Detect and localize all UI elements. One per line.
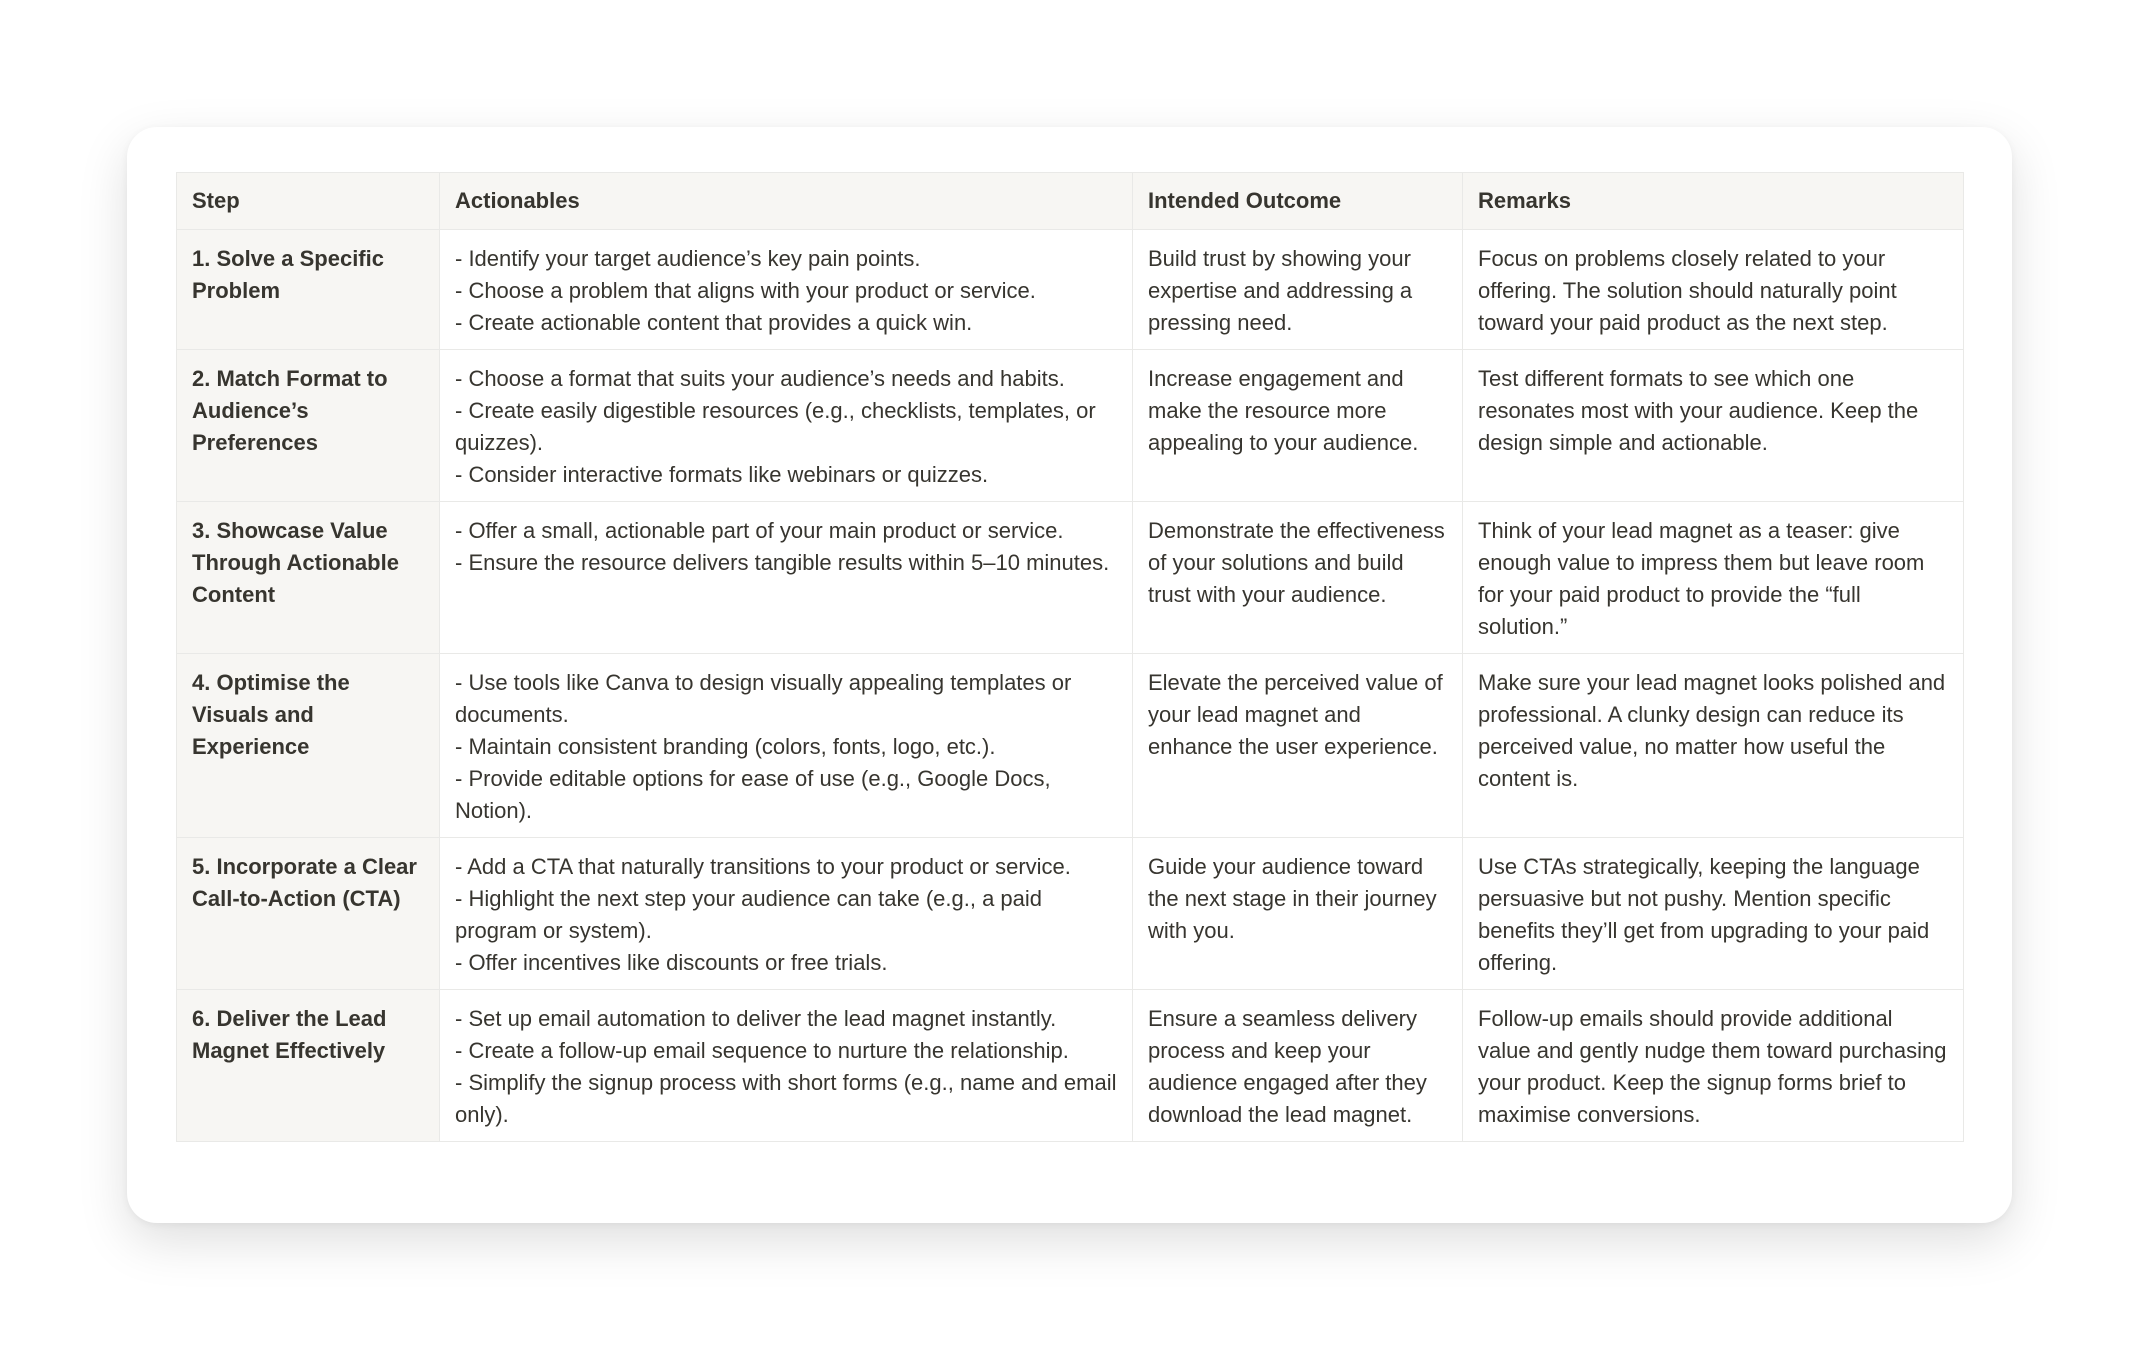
step-cell[interactable]: 4. Optimise the Visuals and Experience bbox=[177, 654, 440, 838]
step-cell[interactable]: 1. Solve a Specific Problem bbox=[177, 230, 440, 350]
actionables-cell[interactable]: - Set up email automation to deliver the lead magnet instantly. - Create a follow-up email sequence to nurture the relationship. - Simplify the signup process with short forms (e.g., name and email only). bbox=[440, 990, 1133, 1142]
table-row bbox=[177, 990, 1964, 1142]
table-header-row bbox=[177, 173, 1964, 230]
actionables-cell[interactable]: - Use tools like Canva to design visually appealing templates or documents. - Maintain consistent branding (colors, fonts, logo, etc.). - Provide editable options for ease of use (e.g., Google Docs, Notion). bbox=[440, 654, 1133, 838]
outcome-cell[interactable]: Ensure a seamless delivery process and keep your audience engaged after they download the lead magnet. bbox=[1133, 990, 1463, 1142]
header-remarks[interactable]: Remarks bbox=[1463, 173, 1964, 230]
outcome-cell[interactable]: Demonstrate the effectiveness of your solutions and build trust with your audience. bbox=[1133, 502, 1463, 654]
header-actionables[interactable]: Actionables bbox=[440, 173, 1133, 230]
remarks-cell[interactable]: Focus on problems closely related to your offering. The solution should naturally point toward your paid product as the next step. bbox=[1463, 230, 1964, 350]
table-card bbox=[127, 127, 2012, 1223]
outcome-cell[interactable]: Build trust by showing your expertise and addressing a pressing need. bbox=[1133, 230, 1463, 350]
table-row bbox=[177, 230, 1964, 350]
table-row bbox=[177, 838, 1964, 990]
outcome-cell[interactable]: Increase engagement and make the resource more appealing to your audience. bbox=[1133, 350, 1463, 502]
step-cell[interactable]: 6. Deliver the Lead Magnet Effectively bbox=[177, 990, 440, 1142]
header-step[interactable]: Step bbox=[177, 173, 440, 230]
actionables-cell[interactable]: - Offer a small, actionable part of your main product or service. - Ensure the resource delivers tangible results within 5–10 minutes. bbox=[440, 502, 1133, 654]
step-cell[interactable]: 3. Showcase Value Through Actionable Content bbox=[177, 502, 440, 654]
outcome-cell[interactable]: Elevate the perceived value of your lead magnet and enhance the user experience. bbox=[1133, 654, 1463, 838]
remarks-cell[interactable]: Use CTAs strategically, keeping the language persuasive but not pushy. Mention specific benefits they’ll get from upgrading to your paid offering. bbox=[1463, 838, 1964, 990]
outcome-cell[interactable]: Guide your audience toward the next stage in their journey with you. bbox=[1133, 838, 1463, 990]
remarks-cell[interactable]: Test different formats to see which one resonates most with your audience. Keep the design simple and actionable. bbox=[1463, 350, 1964, 502]
header-intended-outcome[interactable]: Intended Outcome bbox=[1133, 173, 1463, 230]
table-row bbox=[177, 350, 1964, 502]
actionables-cell[interactable]: - Add a CTA that naturally transitions to your product or service. - Highlight the next step your audience can take (e.g., a paid program or system). - Offer incentives like discounts or free trials. bbox=[440, 838, 1133, 990]
step-cell[interactable]: 5. Incorporate a Clear Call-to-Action (CTA) bbox=[177, 838, 440, 990]
actionables-cell[interactable]: - Choose a format that suits your audience’s needs and habits. - Create easily digestible resources (e.g., checklists, templates, or quizzes). - Consider interactive formats like webinars or quizzes. bbox=[440, 350, 1133, 502]
remarks-cell[interactable]: Follow-up emails should provide additional value and gently nudge them toward purchasing your product. Keep the signup forms brief to maximise conversions. bbox=[1463, 990, 1964, 1142]
table-row bbox=[177, 502, 1964, 654]
remarks-cell[interactable]: Think of your lead magnet as a teaser: give enough value to impress them but leave room for your paid product to provide the “full solution.” bbox=[1463, 502, 1964, 654]
step-cell[interactable]: 2. Match Format to Audience’s Preferences bbox=[177, 350, 440, 502]
table-row bbox=[177, 654, 1964, 838]
actionables-cell[interactable]: - Identify your target audience’s key pain points. - Choose a problem that aligns with your product or service. - Create actionable content that provides a quick win. bbox=[440, 230, 1133, 350]
strategy-table bbox=[176, 172, 1964, 1142]
remarks-cell[interactable]: Make sure your lead magnet looks polished and professional. A clunky design can reduce its perceived value, no matter how useful the content is. bbox=[1463, 654, 1964, 838]
